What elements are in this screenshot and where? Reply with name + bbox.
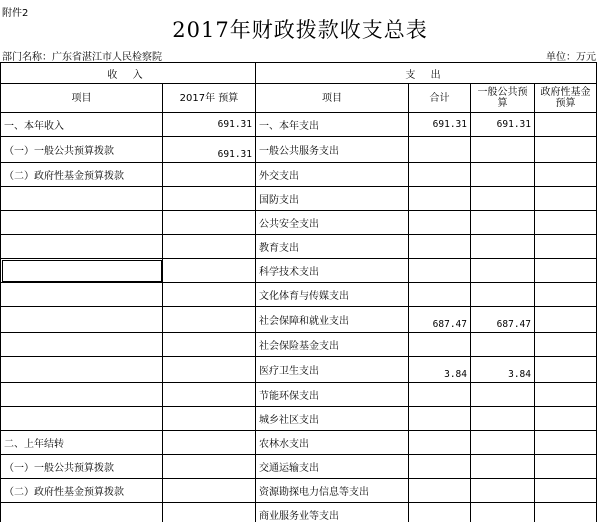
total-cell[interactable]: 691.31 bbox=[409, 113, 471, 137]
income-amount-cell[interactable]: 691.31 bbox=[163, 113, 256, 137]
general-budget-cell[interactable] bbox=[471, 455, 535, 479]
fund-budget-cell[interactable] bbox=[535, 357, 597, 383]
general-budget-header: 一般公共预 算 bbox=[471, 84, 535, 113]
income-amount-cell[interactable] bbox=[163, 187, 256, 211]
expense-item-cell[interactable]: 国防支出 bbox=[256, 187, 409, 211]
income-amount-cell[interactable] bbox=[163, 479, 256, 503]
income-item-cell[interactable]: （一）一般公共预算拨款 bbox=[1, 455, 163, 479]
table-row bbox=[1, 235, 597, 259]
fund-budget-cell[interactable] bbox=[535, 259, 597, 283]
income-item-cell[interactable]: 一、本年收入 bbox=[1, 113, 163, 137]
income-amount-cell[interactable] bbox=[163, 163, 256, 187]
expense-item-cell[interactable]: 教育支出 bbox=[256, 235, 409, 259]
income-item-header: 项目 bbox=[1, 84, 163, 113]
fund-budget-cell[interactable] bbox=[535, 187, 597, 211]
total-cell[interactable]: 3.84 bbox=[409, 357, 471, 383]
income-section-header: 收 入 bbox=[1, 63, 256, 84]
total-cell[interactable] bbox=[409, 187, 471, 211]
income-amount-cell[interactable] bbox=[163, 383, 256, 407]
income-amount-cell[interactable] bbox=[163, 407, 256, 431]
income-amount-cell[interactable] bbox=[163, 283, 256, 307]
income-budget-header: 2017年 预算 bbox=[163, 84, 256, 113]
fund-budget-cell[interactable] bbox=[535, 211, 597, 235]
expense-item-cell[interactable]: 文化体育与传媒支出 bbox=[256, 283, 409, 307]
income-amount-cell[interactable] bbox=[163, 503, 256, 522]
total-cell[interactable] bbox=[409, 503, 471, 522]
table-row bbox=[1, 333, 597, 357]
expense-item-cell[interactable]: 一般公共服务支出 bbox=[256, 137, 409, 163]
expense-item-cell[interactable]: 商业服务业等支出 bbox=[256, 503, 409, 522]
total-cell[interactable] bbox=[409, 235, 471, 259]
total-cell[interactable] bbox=[409, 259, 471, 283]
table-row bbox=[1, 163, 597, 187]
income-item-cell[interactable] bbox=[1, 357, 163, 383]
selected-cell[interactable] bbox=[1, 259, 163, 283]
table-row bbox=[1, 137, 597, 163]
general-budget-cell[interactable]: 691.31 bbox=[471, 113, 535, 137]
total-cell[interactable]: 687.47 bbox=[409, 307, 471, 333]
fund-budget-cell[interactable] bbox=[535, 431, 597, 455]
total-cell[interactable] bbox=[409, 407, 471, 431]
expense-item-cell[interactable]: 农林水支出 bbox=[256, 431, 409, 455]
expense-item-cell[interactable]: 城乡社区支出 bbox=[256, 407, 409, 431]
table-row bbox=[1, 479, 597, 503]
total-header: 合计 bbox=[409, 84, 471, 113]
income-item-cell[interactable] bbox=[1, 407, 163, 431]
total-cell[interactable] bbox=[409, 211, 471, 235]
fund-budget-cell[interactable] bbox=[535, 163, 597, 187]
general-budget-cell[interactable] bbox=[471, 259, 535, 283]
department-label: 部门名称：广东省湛江市人民检察院 bbox=[2, 52, 162, 63]
column-header-row bbox=[1, 84, 597, 113]
income-item-cell[interactable] bbox=[1, 333, 163, 357]
expense-item-cell[interactable]: 交通运输支出 bbox=[256, 455, 409, 479]
general-budget-cell[interactable] bbox=[471, 407, 535, 431]
total-cell[interactable] bbox=[409, 163, 471, 187]
income-amount-cell[interactable] bbox=[163, 333, 256, 357]
income-item-cell[interactable]: （二）政府性基金预算拨款 bbox=[1, 163, 163, 187]
expense-item-cell[interactable]: 资源勘探电力信息等支出 bbox=[256, 479, 409, 503]
fund-budget-cell[interactable] bbox=[535, 455, 597, 479]
fund-budget-cell[interactable] bbox=[535, 307, 597, 333]
fund-budget-cell[interactable] bbox=[535, 503, 597, 522]
income-amount-cell[interactable] bbox=[163, 259, 256, 283]
general-budget-cell[interactable] bbox=[471, 137, 535, 163]
table-body bbox=[1, 113, 597, 522]
fund-budget-cell[interactable] bbox=[535, 479, 597, 503]
general-budget-cell[interactable] bbox=[471, 283, 535, 307]
unit-label: 单位：万元 bbox=[546, 52, 596, 63]
table-row bbox=[1, 357, 597, 383]
income-item-cell[interactable] bbox=[1, 283, 163, 307]
expense-item-cell[interactable]: 社会保障和就业支出 bbox=[256, 307, 409, 333]
income-item-cell[interactable]: （二）政府性基金预算拨款 bbox=[1, 479, 163, 503]
general-budget-cell[interactable] bbox=[471, 431, 535, 455]
general-budget-cell[interactable]: 3.84 bbox=[471, 357, 535, 383]
income-amount-cell[interactable]: 691.31 bbox=[163, 137, 256, 163]
general-budget-cell[interactable] bbox=[471, 479, 535, 503]
table-row bbox=[1, 113, 597, 137]
total-cell[interactable] bbox=[409, 137, 471, 163]
income-item-cell[interactable]: （一）一般公共预算拨款 bbox=[1, 137, 163, 163]
attachment-label: 附件2 bbox=[2, 8, 29, 19]
table-row bbox=[1, 407, 597, 431]
total-cell[interactable] bbox=[409, 283, 471, 307]
income-item-cell[interactable]: 二、上年结转 bbox=[1, 431, 163, 455]
expense-section-header: 支 出 bbox=[256, 63, 597, 84]
general-budget-cell[interactable] bbox=[471, 235, 535, 259]
fund-budget-cell[interactable] bbox=[535, 407, 597, 431]
income-amount-cell[interactable] bbox=[163, 455, 256, 479]
expense-item-cell[interactable]: 医疗卫生支出 bbox=[256, 357, 409, 383]
income-item-cell[interactable] bbox=[1, 503, 163, 522]
income-item-cell[interactable] bbox=[1, 211, 163, 235]
page-title: 2017年财政拨款收支总表 bbox=[172, 18, 428, 42]
general-budget-cell[interactable] bbox=[471, 163, 535, 187]
table-row bbox=[1, 259, 597, 283]
income-amount-cell[interactable] bbox=[163, 431, 256, 455]
income-amount-cell[interactable] bbox=[163, 235, 256, 259]
budget-table bbox=[0, 62, 597, 522]
income-item-cell[interactable] bbox=[1, 187, 163, 211]
fund-budget-header: 政府性基金 预算 bbox=[535, 84, 597, 113]
table-row bbox=[1, 503, 597, 522]
income-item-cell[interactable] bbox=[1, 307, 163, 333]
fund-budget-cell[interactable] bbox=[535, 113, 597, 137]
general-budget-cell[interactable]: 687.47 bbox=[471, 307, 535, 333]
fund-budget-cell[interactable] bbox=[535, 283, 597, 307]
fund-budget-cell[interactable] bbox=[535, 333, 597, 357]
income-amount-cell[interactable] bbox=[163, 211, 256, 235]
total-cell[interactable] bbox=[409, 479, 471, 503]
income-item-cell[interactable] bbox=[1, 383, 163, 407]
table-row bbox=[1, 383, 597, 407]
table-row bbox=[1, 431, 597, 455]
general-budget-cell[interactable] bbox=[471, 503, 535, 522]
table-row bbox=[1, 307, 597, 333]
table-row bbox=[1, 211, 597, 235]
expense-item-cell[interactable]: 节能环保支出 bbox=[256, 383, 409, 407]
total-cell[interactable] bbox=[409, 455, 471, 479]
fund-budget-cell[interactable] bbox=[535, 383, 597, 407]
expense-item-cell[interactable]: 一、本年支出 bbox=[256, 113, 409, 137]
income-amount-cell[interactable] bbox=[163, 357, 256, 383]
expense-item-cell[interactable]: 外交支出 bbox=[256, 163, 409, 187]
table-row bbox=[1, 455, 597, 479]
table-row bbox=[1, 283, 597, 307]
expense-item-cell[interactable]: 科学技术支出 bbox=[256, 259, 409, 283]
income-item-cell[interactable] bbox=[1, 235, 163, 259]
general-budget-cell[interactable] bbox=[471, 383, 535, 407]
general-budget-cell[interactable] bbox=[471, 211, 535, 235]
fund-budget-cell[interactable] bbox=[535, 137, 597, 163]
total-cell[interactable] bbox=[409, 431, 471, 455]
general-budget-cell[interactable] bbox=[471, 187, 535, 211]
fund-budget-cell[interactable] bbox=[535, 235, 597, 259]
table-row bbox=[1, 187, 597, 211]
expense-item-cell[interactable]: 社会保险基金支出 bbox=[256, 333, 409, 357]
expense-item-header: 项目 bbox=[256, 84, 409, 113]
total-cell[interactable] bbox=[409, 383, 471, 407]
general-budget-cell[interactable] bbox=[471, 333, 535, 357]
income-amount-cell[interactable] bbox=[163, 307, 256, 333]
total-cell[interactable] bbox=[409, 333, 471, 357]
section-header-row bbox=[1, 63, 597, 84]
expense-item-cell[interactable]: 公共安全支出 bbox=[256, 211, 409, 235]
